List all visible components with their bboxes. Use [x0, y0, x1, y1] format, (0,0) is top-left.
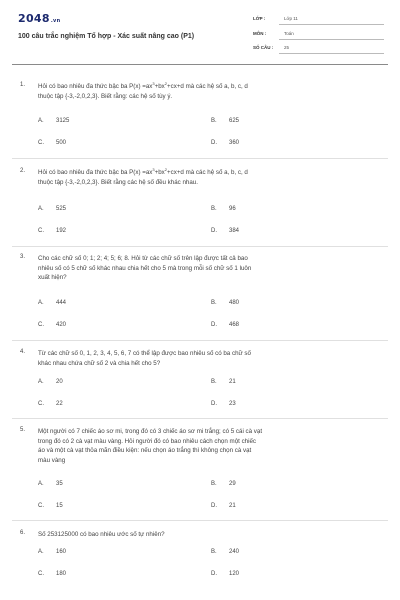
question-number: 5. [20, 427, 26, 433]
option-label: B. [211, 300, 217, 306]
grade-field [253, 16, 383, 26]
grade-value: Lớp 11 [284, 16, 298, 21]
grade-label: LỚP : [253, 16, 266, 21]
option-d[interactable] [211, 322, 239, 328]
question-divider [12, 246, 388, 247]
option-label: D. [211, 140, 217, 146]
option-a[interactable] [38, 379, 63, 385]
option-c[interactable] [38, 571, 66, 577]
question-text-line: xuất hiện? [38, 274, 67, 282]
option-label: D. [211, 322, 217, 328]
option-value: 360 [229, 140, 240, 146]
option-label: B. [211, 206, 217, 212]
question-text-line: áo và một cà vạt thỏa mãn điều kiện: nếu chọn áo trắng thì không chọn cà vạt [38, 447, 252, 455]
question-text [38, 168, 378, 187]
option-value: 420 [56, 322, 67, 328]
exponent: 3 [152, 166, 155, 172]
question-divider [12, 158, 388, 159]
option-a[interactable] [38, 206, 66, 212]
question-number: 4. [20, 349, 26, 355]
logo-tld: .vn [50, 18, 61, 24]
question-number: 1. [20, 82, 26, 88]
question-text-part: +cx+d mà các hệ số a, b, c, d [167, 83, 248, 90]
site-logo[interactable] [18, 12, 60, 25]
option-b[interactable] [211, 379, 236, 385]
option-a[interactable] [38, 549, 66, 555]
header-divider [12, 64, 388, 65]
option-b[interactable] [211, 481, 236, 487]
page-header [0, 0, 400, 62]
option-a[interactable] [38, 481, 63, 487]
option-value: 160 [56, 549, 67, 555]
option-label: D. [211, 228, 217, 234]
option-value: 120 [229, 571, 240, 577]
option-label: D. [211, 401, 217, 407]
option-value: 29 [229, 481, 236, 487]
question-text-line: Số 253125000 có bao nhiêu ước số tự nhiên? [38, 531, 165, 538]
exponent: 3 [152, 80, 155, 86]
question-text-part: Hỏi có bao nhiêu đa thức bậc ba P(x) =ax [38, 169, 153, 176]
question-text [38, 254, 378, 283]
option-label: A. [38, 481, 44, 487]
count-value: 25 [284, 45, 290, 50]
option-label: D. [211, 571, 217, 577]
option-label: B. [211, 549, 217, 555]
option-a[interactable] [38, 118, 69, 124]
option-value: 3125 [56, 118, 70, 124]
exponent: 2 [164, 80, 168, 86]
question-text-part: +bx [154, 169, 165, 176]
option-value: 22 [56, 401, 63, 407]
question-text-line: Cho các chữ số 0; 1; 2; 4; 5; 6; 8. Hỏi từ các chữ số trên lập được tất cả bao [38, 255, 248, 262]
option-value: 525 [56, 206, 67, 212]
question-text-line: Từ các chữ số 0, 1, 2, 3, 4, 5, 6, 7 có thể lập được bao nhiêu số có ba chữ số [38, 350, 251, 357]
option-value: 21 [229, 503, 236, 509]
option-value: 180 [56, 571, 67, 577]
option-value: 625 [229, 118, 240, 124]
option-label: C. [38, 322, 44, 328]
option-d[interactable] [211, 571, 239, 577]
option-value: 500 [56, 140, 67, 146]
option-value: 468 [229, 322, 240, 328]
option-d[interactable] [211, 401, 236, 407]
question-text-line: thuộc tập {-3,-2,0,2,3}. Biết rằng các hệ số đều khác nhau. [38, 178, 198, 186]
option-a[interactable] [38, 300, 66, 306]
option-label: C. [38, 140, 44, 146]
option-d[interactable] [211, 503, 236, 509]
option-label: A. [38, 549, 44, 555]
option-label: C. [38, 503, 44, 509]
option-value: 23 [229, 401, 236, 407]
question-divider [12, 340, 388, 341]
option-value: 192 [56, 228, 67, 234]
option-label: A. [38, 206, 44, 212]
option-value: 384 [229, 228, 240, 234]
option-value: 20 [56, 379, 63, 385]
option-label: C. [38, 228, 44, 234]
count-field [253, 45, 383, 55]
question-text-part: +cx+d mà các hệ số a, b, c, d [167, 169, 248, 176]
option-label: A. [38, 118, 44, 124]
option-b[interactable] [211, 549, 239, 555]
option-c[interactable] [38, 228, 66, 234]
question-number: 6. [20, 530, 26, 536]
question-divider [12, 418, 388, 419]
option-c[interactable] [38, 503, 63, 509]
subject-value: Toán [284, 31, 294, 36]
option-label: D. [211, 503, 217, 509]
question-text-line: nhiêu số có 5 chữ số khác nhau chia hết cho 5 mà trong mỗi số chữ số 1 luôn [38, 264, 252, 272]
option-label: B. [211, 118, 217, 124]
question-text [38, 530, 378, 540]
option-label: A. [38, 300, 44, 306]
option-value: 21 [229, 379, 236, 385]
option-label: B. [211, 379, 217, 385]
option-label: C. [38, 571, 44, 577]
question-text-line: màu vàng [38, 456, 66, 464]
option-value: 240 [229, 549, 240, 555]
question-text [38, 427, 378, 465]
question-text-part: +bx [154, 83, 165, 90]
question-text-line: khác nhau chứa chữ số 2 và chia hết cho 5? [38, 359, 161, 367]
option-c[interactable] [38, 322, 66, 328]
option-label: B. [211, 481, 217, 487]
option-c[interactable] [38, 140, 66, 146]
question-text-part: Hỏi có bao nhiêu đa thức bậc ba P(x) =ax [38, 83, 153, 90]
logo-text: 2048 [18, 12, 50, 25]
option-value: 15 [56, 503, 63, 509]
question-divider [12, 520, 388, 521]
count-underline [279, 53, 384, 54]
option-value: 35 [56, 481, 63, 487]
option-b[interactable] [211, 118, 239, 124]
question-text-line: thuộc tập {-3,-2,0,2,3}. Biết rằng: các hệ số tùy ý. [38, 92, 173, 100]
question-number: 2. [20, 168, 26, 174]
option-value: 96 [229, 206, 236, 212]
question-text [38, 82, 378, 101]
option-b[interactable] [211, 300, 239, 306]
question-number: 3. [20, 254, 26, 260]
subject-label: MÔN : [253, 31, 267, 36]
option-value: 444 [56, 300, 67, 306]
question-text-line: Một người có 7 chiếc áo sơ mi, trong đó có 3 chiếc áo sơ mi trắng; có 5 cái cà vạt [38, 428, 263, 435]
document-title: 100 câu trắc nghiệm Tổ hợp - Xác suất nâng cao (P1) [18, 33, 195, 40]
grade-underline [279, 24, 384, 25]
option-b[interactable] [211, 206, 236, 212]
option-d[interactable] [211, 228, 239, 234]
exponent: 2 [164, 166, 168, 172]
option-label: A. [38, 379, 44, 385]
option-value: 480 [229, 300, 240, 306]
subject-underline [279, 39, 384, 40]
option-c[interactable] [38, 401, 63, 407]
subject-field [253, 31, 383, 41]
question-text [38, 349, 378, 368]
option-d[interactable] [211, 140, 239, 146]
question-text-line: trong đó có 2 cà vạt màu vàng. Hỏi người đó có bao nhiêu cách chọn một chiếc [38, 437, 257, 445]
option-label: C. [38, 401, 44, 407]
count-label: SỐ CÂU : [253, 45, 274, 50]
